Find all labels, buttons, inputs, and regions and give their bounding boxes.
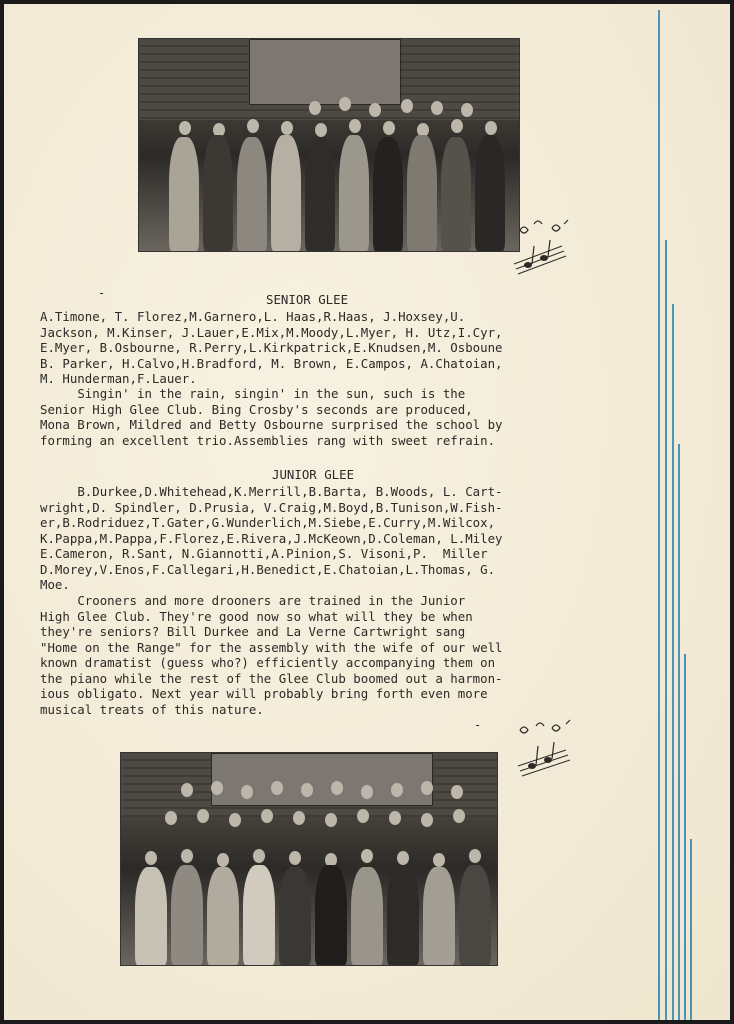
senior-glee-names: A.Timone, T. Florez,M.Garnero,L. Haas,R.Haas, J.Hoxsey,U. Jackson, M.Kinser, J.Lauer,E.Mix,M.Moody,L.Myer, H. Utz,I.Cyr, E.Myer, B.Osbourne, R.Perry,L.Kirkpatrick,E.Knudsen,M. Osboune B. Parker, H.Calvo,H.Bradford, M. Brown, E.Campos, A.Chatoian, M. Hunderman,F.Lauer. xyxy=(40,309,503,386)
blue-rule xyxy=(672,304,674,1020)
margin-mark: - xyxy=(474,718,482,732)
margin-mark: - xyxy=(98,286,106,300)
music-notes-icon xyxy=(510,216,578,278)
junior-glee-photo xyxy=(120,752,498,966)
junior-glee-names: B.Durkee,D.Whitehead,K.Merrill,B.Barta, B.Woods, L. Cart- wright,D. Spindler, D.Prusia, V.Craig,M.Boyd,B.Tunison,W.Fish- er,B.Rodriduez,T.Gater,G.Wunderlich,M.Siebe,E.Curry,M.Wilcox, K.Pappa,M.Pappa,F.Florez,E.Rivera,J.McKeown,D.Coleman, L.Miley E.Cameron, R.Sant, N.Giannotti,A.Pinion,S. Visoni,P. Miller D.Morey,V.Enos,F.Callegari,H.Benedict,E.Chatoian,L.Thomas, G. Moe. xyxy=(40,484,503,592)
blue-rule xyxy=(690,839,692,1020)
blue-rule xyxy=(665,240,667,1020)
yearbook-page xyxy=(4,4,730,1020)
senior-glee-heading: SENIOR GLEE xyxy=(266,292,349,307)
blue-rule xyxy=(658,10,660,1020)
junior-glee-story: Crooners and more drooners are trained in the Junior High Glee Club. They're good now so what will they be when they're seniors? Bill Durkee and La Verne Cartwright sang "Home on the Range" for the assembly with the wife of our well known dramatist (guess who?) efficiently accompanying them on the piano while the rest of the Glee Club boomed out a harmon- ious obligato. Next year will probably bring forth even more musical treats of this nature. xyxy=(40,593,503,717)
junior-glee-heading: JUNIOR GLEE xyxy=(272,467,355,482)
blue-rule xyxy=(684,654,686,1020)
senior-glee-photo xyxy=(138,38,520,252)
music-notes-icon xyxy=(512,716,578,780)
senior-glee-story: Singin' in the rain, singin' in the sun, such is the Senior High Glee Club. Bing Crosby's seconds are produced, Mona Brown, Mildred and Betty Osbourne surprised the school by forming an excellent trio.Assemblies rang with sweet refrain. xyxy=(40,386,503,448)
blue-rule xyxy=(678,444,680,1020)
